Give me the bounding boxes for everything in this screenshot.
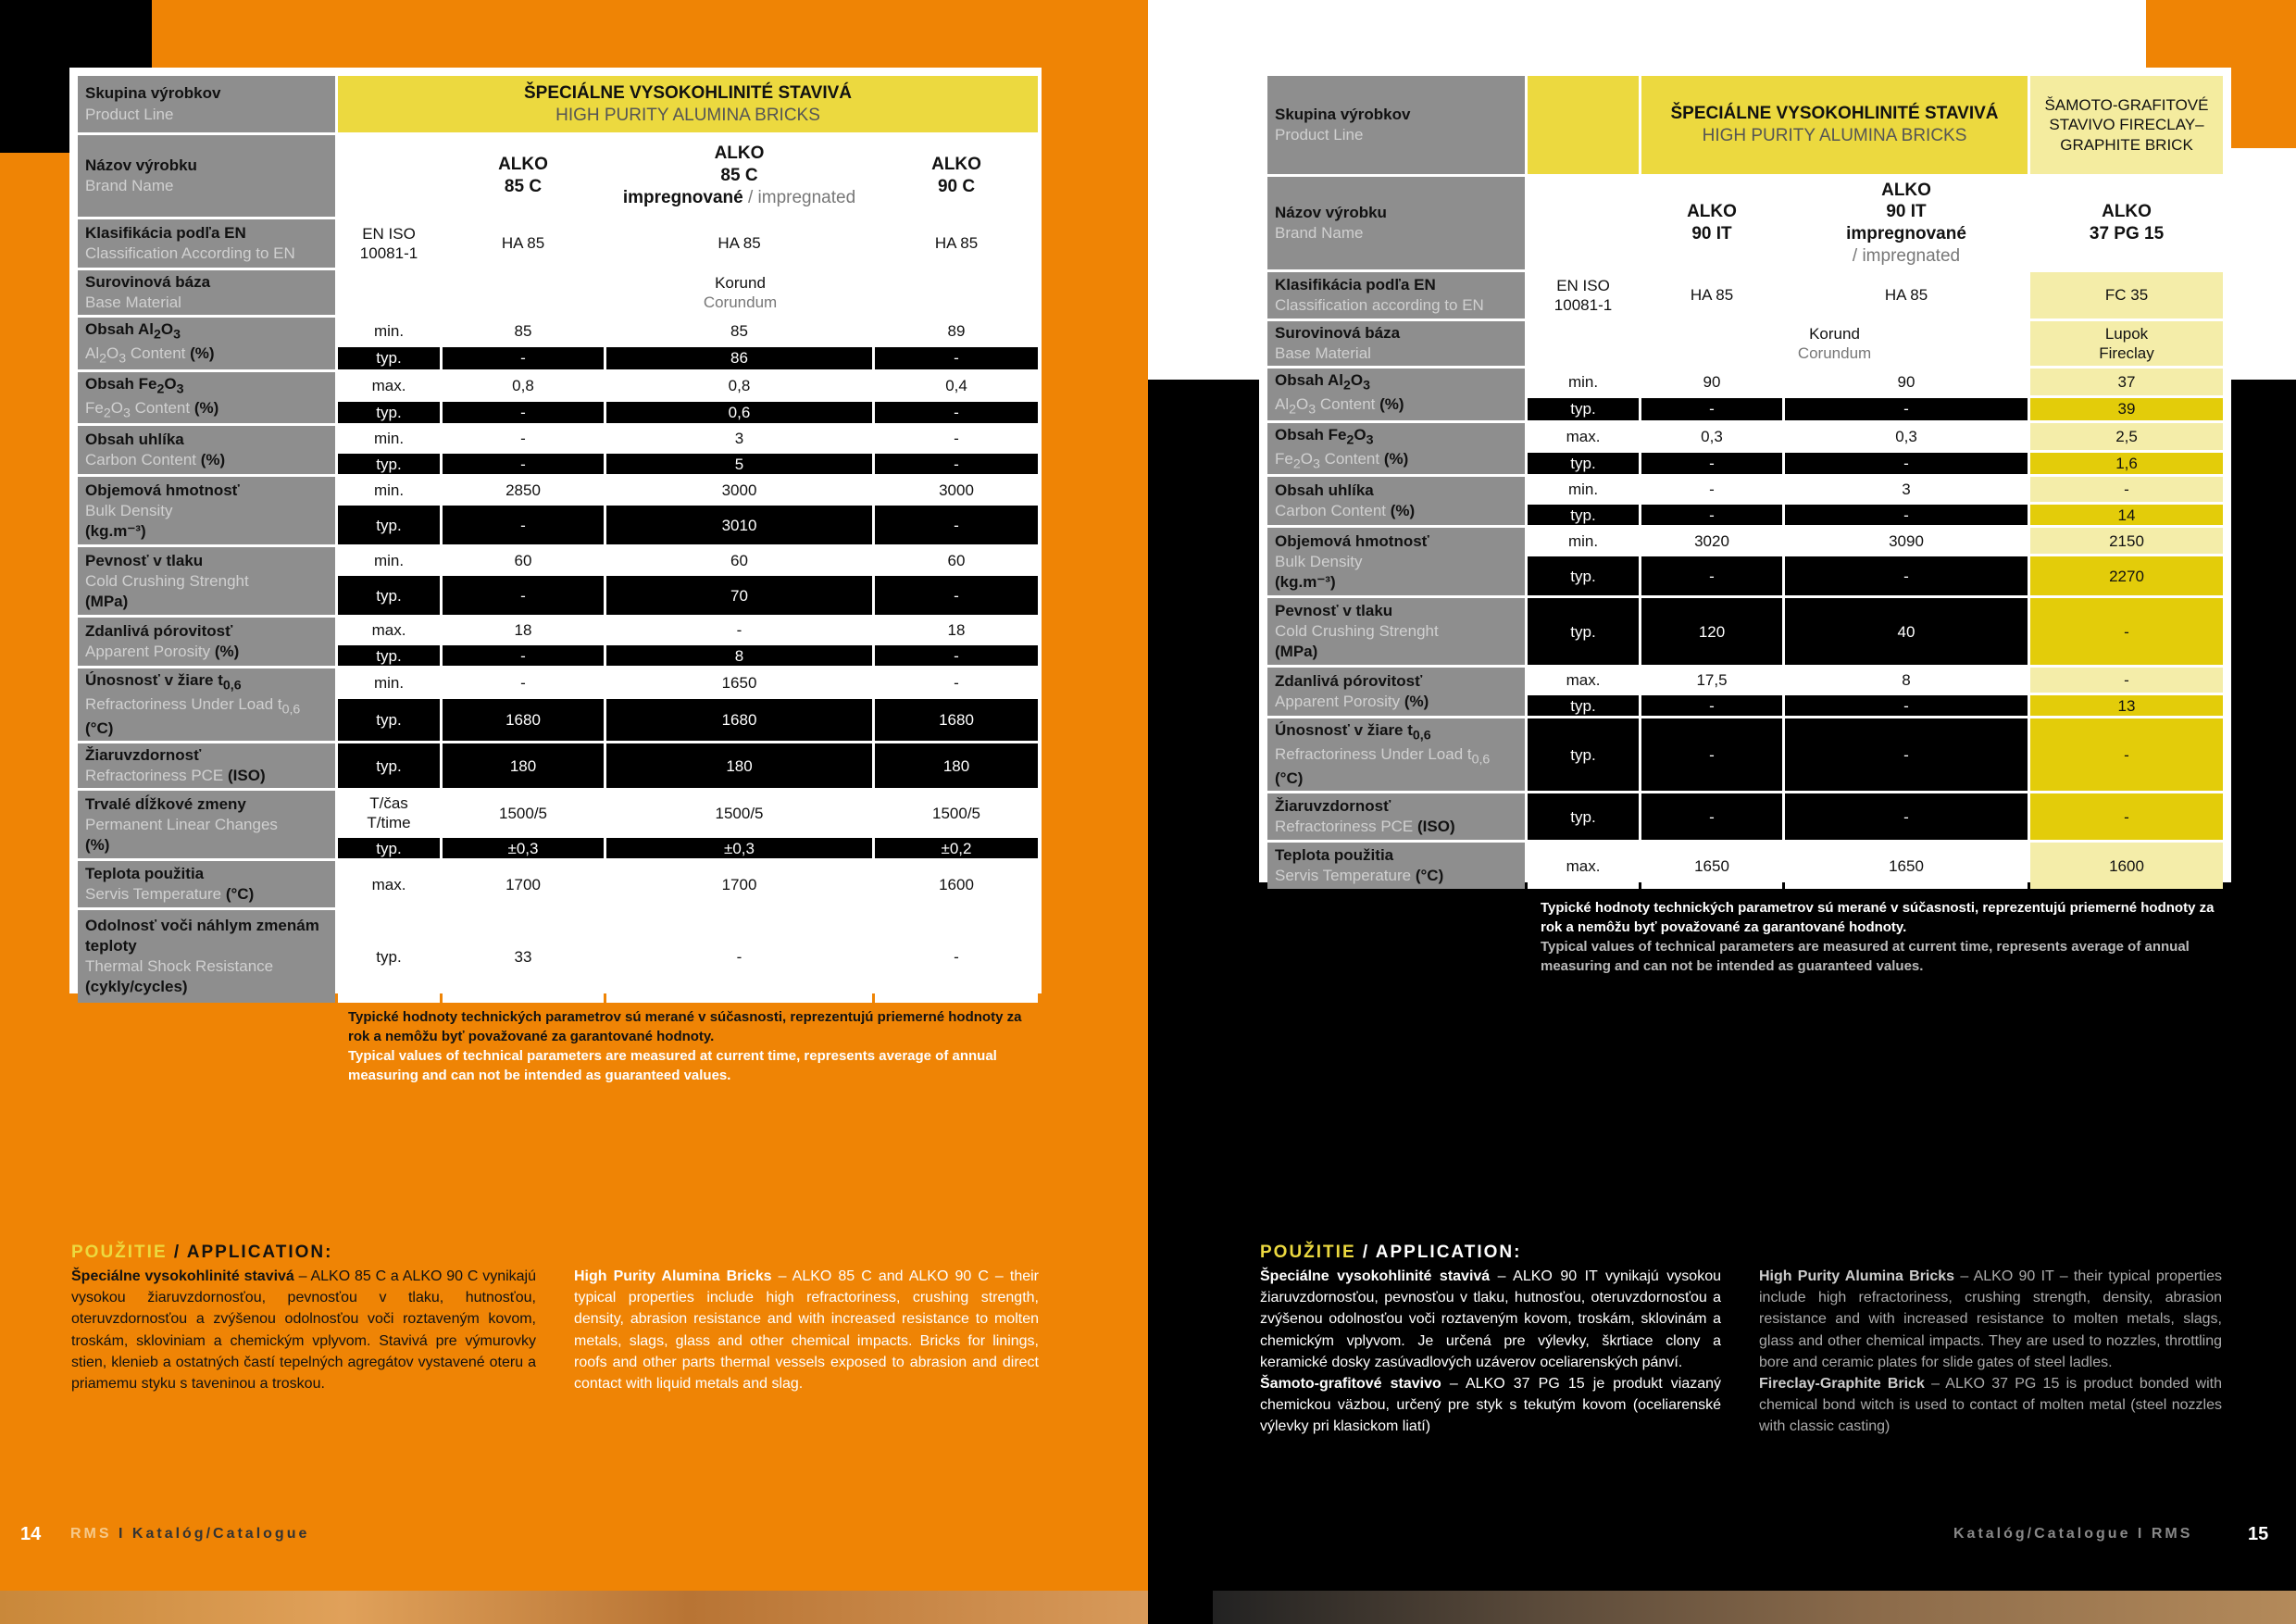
application-text-en-left: High Purity Alumina Bricks – ALKO 85 C and ALKO 90 C – their typical properties include high refractoriness, crushing strength, density, abrasion resistance and with increased resistance to molten metals, slags, glass and other chemical impacts. Bricks for linings, roofs and other parts thermal vessels exposed to abrasion and direct contact with liquid metals and slag. (574, 1268, 1040, 1392)
application-heading-right: POUŽITIE / APPLICATION: (1260, 1243, 1522, 1262)
application-text-sk-right: Špeciálne vysokohlinité stavivá – ALKO 90 IT vynikajú vysokou žiaruvzdornosťou, pevnosťou v tlaku, hutnosťou, oteruvzdornosťou a zvýšenou odolnosťou voči roztaveným kovom, troskám, sklovinám a chemickým vplyvom. Je určená pre výlevky, škrtiace clony a keramické dosky zasúvadlových uzáverov oceliarenských pánví. Šamoto-grafitové stavivo – ALKO 37 PG 15 je produkt viazaný chemickou väzbou, určený pre styk s tekutým kovom (oceliarenské výlevky pri klasickom liatí) (1260, 1268, 1722, 1435)
brand-alko-85c-impregnated: ALKO 85 C impregnované / impregnated (606, 135, 872, 217)
header-fireclay-graphite: ŠAMOTO-GRAFITOVÉ STAVIVO FIRECLAY–GRAPHITE BRICK (2030, 76, 2223, 174)
right-white-edge (2222, 148, 2296, 380)
right-spec-table: Skupina výrobkov Product Line ŠPECIÁLNE VYSOKOHLINITÉ STAVIVÁ HIGH PURITY ALUMINA BRICKS ŠAMOTO-GRAFITOVÉ STAVIVO FIRECLAY–GRAPHITE BRICK Názov výrobku Brand Name ALKO 90 IT ALKO 90 IT impregnované / impregnated ALKO 37 PG 15 Klasifikácia podľa EN Classification according to EN EN ISO 10081-1 HA 85 HA 85 FC 35 Surovinová báza Base Material Korund Corundum Lupok Fireclay Obsah $Al_2O_3$ $Al_2O_3$ Content (%) min. 90 90 37 typ. - - 39 Obsah $Fe_2O_3$ $Fe_2O_3$ Content (%) max. 0,3 0,3 2,5 typ. - - 1,6 Obsah uhlíka Carbon Content (%) min. - 3 - typ. - - 14 Objemová hmotnosť Bulk Density (kg.m⁻³) min. 3020 3090 2150 typ. - - 2270 Pevnosť v tlaku Cold Crushing Strenght (MPa) typ. 120 40 - Zdanlivá pórovitosť Apparent Porosity (%) max. 17,5 8 - typ. - - 13 Únosnosť v žiare $t_{0,6}$ Refractoriness Under Load $t_{0,6}$ (°C) typ. - - - Žiaruvzdornosť Refractoriness PCE (ISO) typ. - - - Teplota použitia Servis Temperature (°C) max. 1650 1650 1600 (1259, 68, 2231, 882)
application-text-en-right: High Purity Alumina Bricks – ALKO 90 IT – their typical properties include high refractoriness, crushing strength, density, abrasion resistance and with increased resistance to molten metals, slags, glass and other chemical impacts. They are used to nozzles, throttling bore and ceramic plates for slide gates of steel ladles. Fireclay-Graphite Brick – ALKO 37 PG 15 is product bonded with chemical bond witch is used to contact of molten metal (steel nozzles with classic casting) (1759, 1268, 2223, 1435)
brand-alko-37pg15: ALKO 37 PG 15 (2030, 177, 2223, 269)
application-heading-left: POUŽITIE / APPLICATION: (71, 1243, 333, 1262)
footer-left: RMS I Katalóg/Catalogue (70, 1526, 310, 1542)
brand-alko-90c: ALKO 90 C (875, 135, 1038, 217)
brand-alko-90it-impregnated: ALKO 90 IT impregnované / impregnated (1785, 177, 2028, 269)
page-number-right: 15 (2248, 1524, 2269, 1544)
footer-right: Katalóg/Catalogue I RMS (1953, 1526, 2193, 1542)
left-spec-table: Skupina výrobkov Product Line ŠPECIÁLNE VYSOKOHLINITÉ STAVIVÁ HIGH PURITY ALUMINA BRICKS Názov výrobku Brand Name ALKO 85 C ALKO 85 C impregnované / impregnated ALKO 90 C Klasifikácia podľa EN Classification According to EN EN ISO 10081-1 HA 85 HA 85 HA 85 Surovinová báza Base Material Korund Corundum Obsah $Al_2O_3$ $Al_2O_3$ Content (%) min. 85 85 89 typ. - 86 - Obsah $Fe_2O_3$ $Fe_2O_3$ Content (%) max. 0,8 0,8 0,4 typ. - 0,6 - Obsah uhlíka Carbon Content (%) min. - 3 - typ. - 5 - Objemová hmotnosť Bulk Density (kg.m⁻³) min. 2850 3000 3000 typ. - 3010 - Pevnosť v tlaku Cold Crushing Strenght (MPa) min. 60 60 60 typ. - 70 - Zdanlivá pórovitosť Apparent Porosity (%) max. 18 - 18 typ. - 8 - Únosnosť v žiare $t_{0,6}$ Refractoriness Under Load $t_{0,6}$ (°C) min. - 1650 - typ. 1680 1680 1680 Žiaruvzdornosť Refractoriness PCE (ISO) typ. 180 180 180 Trvalé dĺžkové zmeny Permanent Linear Changes (%) T/čas T/time 1500/5 1500/5 1500/5 typ. ±0,3 ±0,3 ±0,2 Teplota použitia Servis Temperature (°C) max. 1700 1700 1600 Odolnosť voči náhlym zmenám teploty Thermal Shock Resistance (cykly/cycles) typ. 33 - - (69, 68, 1042, 993)
texture-strip-right (1213, 1591, 2296, 1624)
brand-alko-85c: ALKO 85 C (443, 135, 604, 217)
texture-strip-left (0, 1591, 1148, 1624)
label-product-line: Skupina výrobkov (85, 84, 221, 103)
header-alumina-bricks: ŠPECIÁLNE VYSOKOHLINITÉ STAVIVÁ HIGH PURITY ALUMINA BRICKS (338, 76, 1038, 132)
brand-alko-90it: ALKO 90 IT (1641, 177, 1782, 269)
standard-cell: EN ISO 10081-1 (338, 219, 440, 268)
page-number-left: 14 (20, 1524, 42, 1544)
note-right: Typické hodnoty technických parametrov sú merané v súčasnosti, reprezentujú priemerné hodnoty za rok a nemôžu byť považované za garantované hodnoty. Typical values of technical parameters are measured at current time, represents average of annual measuring and can not be intended as guaranteed values. (1541, 900, 2215, 974)
header-alumina-bricks-right: ŠPECIÁLNE VYSOKOHLINITÉ STAVIVÁ HIGH PURITY ALUMINA BRICKS (1641, 76, 2028, 174)
note-left: Typické hodnoty technických parametrov sú merané v súčasnosti, reprezentujú priemerné hodnoty za rok a nemôžu byť považované za garantované hodnoty. Typical values of technical parameters are measured at current time, represents average of annual measuring and can not be intended as guaranteed values. (348, 1009, 1022, 1083)
application-text-sk-left: Špeciálne vysokohlinité stavivá – ALKO 85 C a ALKO 90 C vynikajú vysokou žiaruvzdornosťou, pevnosťou v tlaku, hutnosťou, oteruvzdornosťou a zvýšenou odolnosťou voči roztaveným kovom, troskám, skloviniam a chemickým vplyvom. Stavivá pre výmurovky stien, klenieb a ostatných častí tepelných agregátov vystavené oteru a priamemu styku s taveninou a troskou. (71, 1268, 537, 1392)
